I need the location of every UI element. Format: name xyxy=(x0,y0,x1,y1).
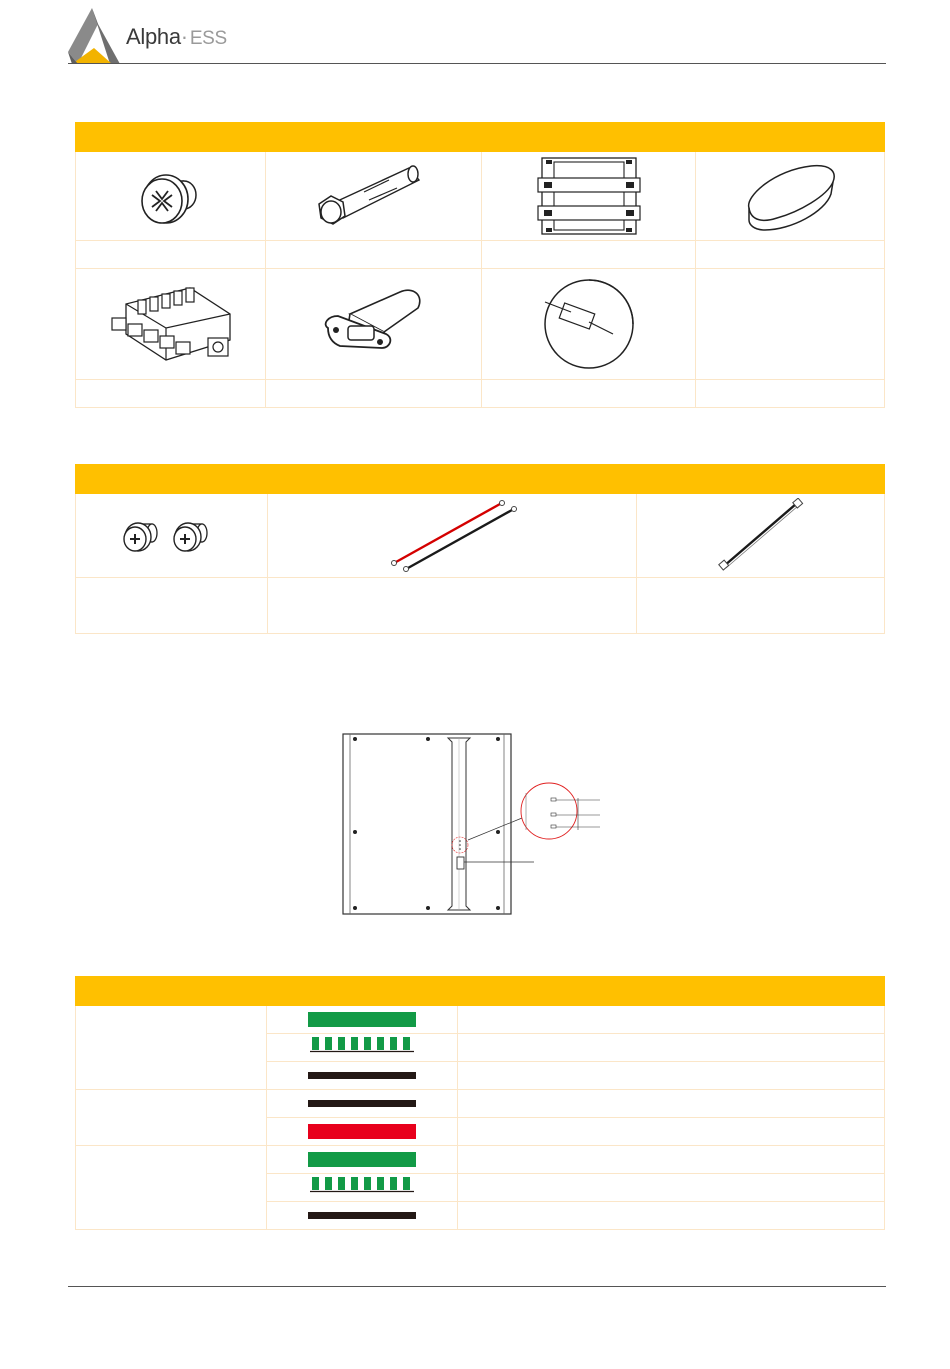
cable-table-header xyxy=(76,465,885,494)
accessory-label xyxy=(482,241,696,269)
led-description xyxy=(458,1006,885,1034)
header-cell xyxy=(76,465,268,494)
terminal-block-connector-icon xyxy=(76,269,266,380)
led-description xyxy=(458,1062,885,1090)
screw-pair-icon xyxy=(76,494,268,578)
accessory-label-row xyxy=(76,380,885,408)
screw-icon xyxy=(76,152,266,241)
led-indicator-cell xyxy=(267,1090,458,1118)
led-off xyxy=(308,1100,416,1107)
logo-suffix: ESS xyxy=(189,28,227,49)
led-description xyxy=(458,1146,885,1174)
led-indicator-cell xyxy=(267,1202,458,1230)
accessory-table xyxy=(75,122,885,408)
led-off xyxy=(308,1072,416,1079)
accessory-table-header xyxy=(76,123,885,152)
led-indicator-cell xyxy=(267,1118,458,1146)
cable-label xyxy=(637,578,885,634)
cable-label xyxy=(268,578,637,634)
accessory-label xyxy=(696,241,885,269)
accessory-label xyxy=(266,241,482,269)
led-description xyxy=(458,1118,885,1146)
led-row xyxy=(76,1006,885,1034)
led-status-table xyxy=(75,976,885,1230)
led-indicator-cell xyxy=(267,1174,458,1202)
ground-cable-icon xyxy=(637,494,885,578)
footer-divider xyxy=(68,1286,886,1287)
battery-front-view-diagram xyxy=(330,720,600,920)
accessory-image-row xyxy=(76,152,885,241)
accessory-label xyxy=(266,380,482,408)
cable-label-row xyxy=(76,578,885,634)
accessory-label xyxy=(482,380,696,408)
led-indicator-cell xyxy=(267,1146,458,1174)
led-group-label xyxy=(76,1146,267,1230)
expansion-bolt-icon xyxy=(266,152,482,241)
led-group-label xyxy=(76,1006,267,1090)
header-cell xyxy=(267,977,458,1006)
accessory-image-row xyxy=(76,269,885,380)
empty-image-cell xyxy=(696,269,885,380)
led-indicator-cell xyxy=(267,1006,458,1034)
mounting-bracket-icon xyxy=(482,152,696,241)
cable-image-row xyxy=(76,494,885,578)
accessory-label-row xyxy=(76,241,885,269)
header-cell xyxy=(458,977,885,1006)
header-cell xyxy=(266,123,885,152)
cable-label xyxy=(76,578,268,634)
led-description xyxy=(458,1034,885,1062)
ct-sensor-icon xyxy=(482,269,696,380)
accessory-label xyxy=(76,241,266,269)
round-pad-icon xyxy=(696,152,885,241)
led-off xyxy=(308,1212,416,1219)
accessory-label xyxy=(76,380,266,408)
led-description xyxy=(458,1202,885,1230)
led-row xyxy=(76,1146,885,1174)
led-indicator-cell xyxy=(267,1034,458,1062)
communication-dongle-icon xyxy=(266,269,482,380)
header-cell xyxy=(268,465,885,494)
led-description xyxy=(458,1174,885,1202)
header-divider xyxy=(68,63,886,64)
led-flashing-green xyxy=(308,1177,416,1193)
accessory-label xyxy=(696,380,885,408)
led-table-header xyxy=(76,977,885,1006)
led-solid-green xyxy=(308,1152,416,1167)
led-description xyxy=(458,1090,885,1118)
header-cell xyxy=(76,977,267,1006)
logo-wordmark xyxy=(126,24,227,50)
logo-mark xyxy=(68,8,120,64)
led-group-label xyxy=(76,1090,267,1146)
led-solid-green xyxy=(308,1012,416,1027)
led-flashing-green xyxy=(308,1037,416,1053)
power-cable-pair-icon xyxy=(268,494,637,578)
led-row xyxy=(76,1090,885,1118)
header-cell xyxy=(76,123,266,152)
cable-table xyxy=(75,464,885,634)
logo-brand: Alpha xyxy=(126,24,181,49)
led-indicator-cell xyxy=(267,1062,458,1090)
led-solid-red xyxy=(308,1124,416,1139)
logo-separator: · xyxy=(180,24,188,49)
